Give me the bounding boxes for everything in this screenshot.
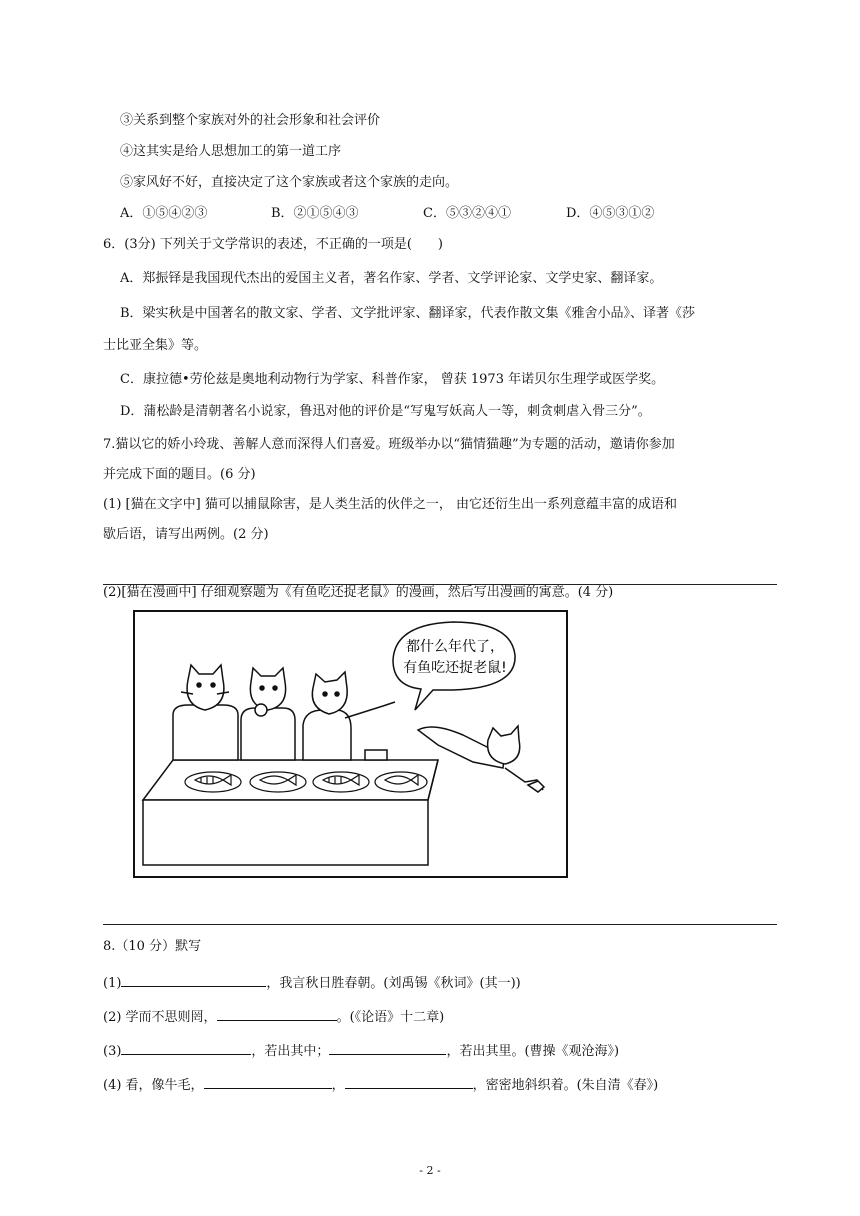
fill-blank[interactable]	[121, 1040, 251, 1055]
q8-l2-pre: (2) 学而不思则罔，	[103, 1010, 217, 1025]
answer-line	[103, 924, 777, 925]
cat-cartoon	[133, 610, 568, 878]
q7-part1-cont: 歇后语，请写出两例。(2 分)	[103, 527, 269, 542]
fill-blank[interactable]	[217, 1006, 337, 1021]
q7-part2: (2)[猫在漫画中] 仔细观察题为《有鱼吃还捉老鼠》的漫画，然后写出漫画的寓意。(4 分)	[103, 585, 614, 600]
q8-line-3	[103, 1040, 619, 1061]
q8-line-4	[103, 1074, 658, 1095]
q8-l2-post: 。(《论语》十二章)	[336, 1010, 445, 1025]
q6-option-b-cont: 士比亚全集》等。	[103, 338, 208, 353]
q8-l1-pre: (1)	[103, 976, 122, 991]
q6-option-d: D．蒲松龄是清朝著名小说家，鲁迅对他的评价是“写鬼写妖高人一等，刺贪刺虐入骨三分”。	[120, 404, 651, 419]
fill-blank[interactable]	[204, 1074, 332, 1089]
q5-item-4: ④这其实是给人思想加工的第一道工序	[120, 144, 342, 159]
q5-option-d: D．④⑤③①②	[566, 206, 655, 221]
page-number: - 2 -	[419, 1164, 441, 1177]
q8-stem: 8.（10 分）默写	[103, 939, 202, 954]
q8-l1-post: ，我言秋日胜春朝。(刘禹锡《秋词》(其一))	[266, 976, 521, 991]
q6-stem: 6．(3分) 下列关于文学常识的表述，不正确的一项是( )	[103, 237, 443, 252]
q8-l4-mid: ，	[331, 1078, 345, 1093]
q8-line-1	[103, 972, 521, 993]
q6-option-a: A．郑振铎是我国现代杰出的爱国主义者，著名作家、学者、文学评论家、文学史家、翻译家。	[120, 271, 663, 286]
q5-item-5: ⑤家风好不好，直接决定了这个家族或者这个家族的走向。	[120, 175, 459, 190]
q8-l3-pre: (3)	[103, 1044, 122, 1059]
q8-line-2	[103, 1006, 444, 1027]
bubble-line-2: 有鱼吃还捉老鼠!	[403, 660, 507, 676]
q7-part1: (1) [猫在文字中] 猫可以捕鼠除害，是人类生活的伙伴之一， 由它还衍生出一系列意蕴丰富的成语和	[103, 497, 677, 512]
q7-stem-cont: 并完成下面的题目。(6 分)	[103, 467, 256, 482]
q6-option-c: C．康拉德•劳伦兹是奥地利动物行为学家、科普作家， 曾获 1973 年诺贝尔生理学或医学奖。	[120, 372, 665, 387]
q5-option-c: C．⑤③②④①	[423, 206, 511, 221]
fill-blank[interactable]	[345, 1074, 473, 1089]
fill-blank[interactable]	[329, 1040, 446, 1055]
q5-option-a: A．①⑤④②③	[120, 206, 208, 221]
q8-l4-post: ，密密地斜织着。(朱自清《春》)	[472, 1078, 659, 1093]
q6-option-b: B．梁实秋是中国著名的散文家、学者、文学批评家、翻译家，代表作散文集《雅舍小品》、译著《莎	[120, 306, 696, 321]
fill-blank[interactable]	[121, 972, 266, 987]
q8-l3-mid: ，若出其中；	[251, 1044, 330, 1059]
bubble-line-1: 都什么年代了，	[406, 639, 504, 655]
q5-item-3: ③关系到整个家族对外的社会形象和社会评价	[120, 113, 381, 128]
q5-option-b: B．②①⑤④③	[271, 206, 359, 221]
q8-l4-pre: (4) 看，像牛毛，	[103, 1078, 204, 1093]
q8-l3-post: ，若出其里。(曹操《观沧海》)	[446, 1044, 620, 1059]
q7-stem: 7.猫以它的娇小玲珑、善解人意而深得人们喜爱。班级举办以“猫情猫趣”为专题的活动，邀请你参加	[103, 437, 675, 452]
